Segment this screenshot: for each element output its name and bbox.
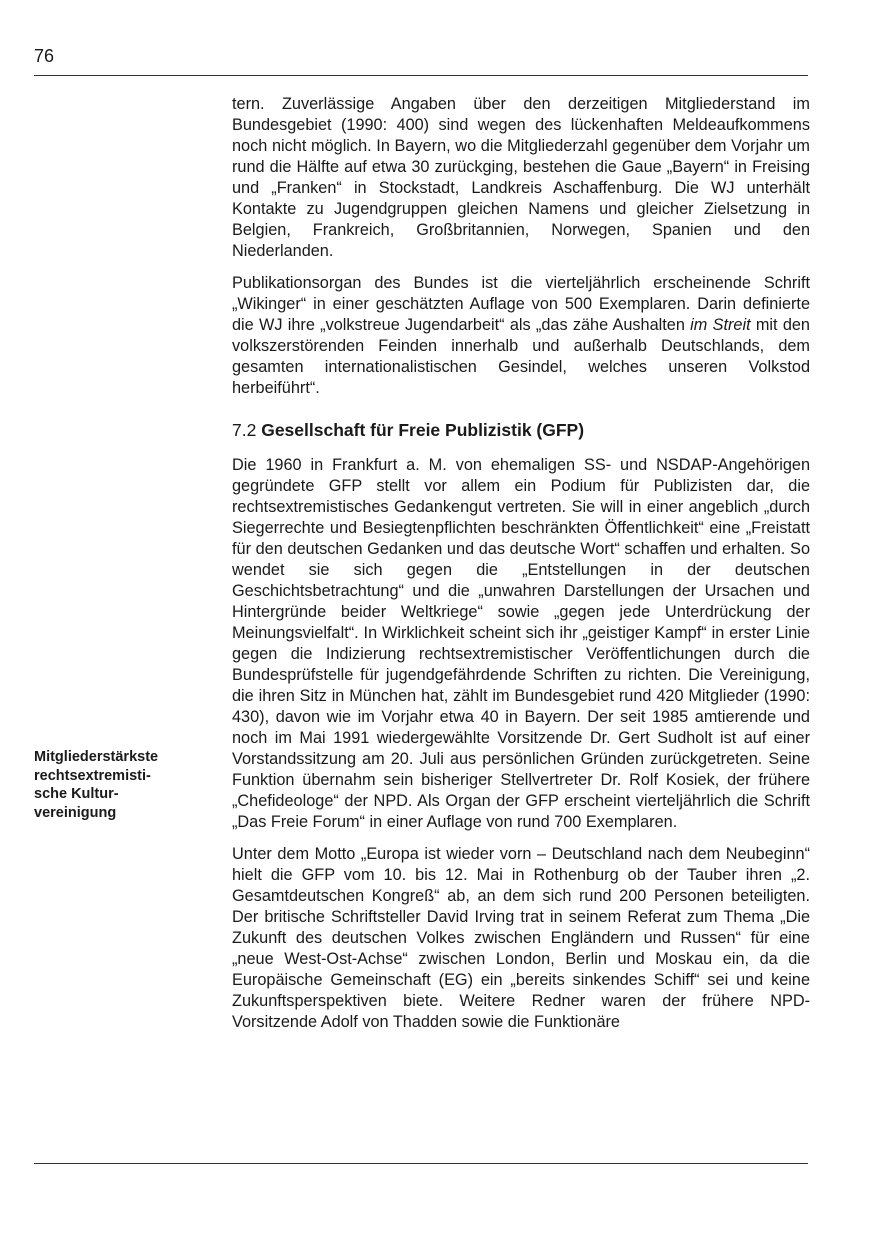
body-paragraph: Unter dem Motto „Europa ist wieder vorn – Deutschland nach dem Neubeginn“ hielt die GFP vom 10. bis 12. Mai in Rothenburg ob der Tauber ihren „2. Gesamtdeutschen Kongreß“ ab, an dem sich rund 200 Personen beteiligten. Der britische Schriftsteller David Irving trat in seinem Referat zum Thema „Die Zukunft des deutschen Volkes zwischen Engländern und Russen“ für eine „neue West-Ost-Achse“ zwischen London, Berlin und Moskau ein, da die Europäische Gemeinschaft (EG) ein „bereits sinkendes Schiff“ sei und keine Zukunftsperspektiven biete. Weitere Redner waren der frühere NPD-Vorsitzende Adolf von Thadden sowie die Funktionäre [232,845,810,1031]
section-title: Gesellschaft für Freie Publizistik (GFP) [261,420,585,440]
body-paragraph: tern. Zuverlässige Angaben über den derzeitigen Mitgliederstand im Bundesgebiet (1990: 400) sind wegen des lückenhaften Meldeaufkommens noch nicht möglich. In Bayern, wo die Mitgliederzahl gegenüber dem Vorjahr um rund die Hälfte auf etwa 30 zurückging, bestehen die Gaue „Bayern“ in Freising und „Franken“ in Stockstadt, Landkreis Aschaffenburg. Die WJ unterhält Kontakte zu Jugendgruppen gleichen Namens und gleicher Zielsetzung in Belgien, Frankreich, Großbritannien, Norwegen, Spanien und den Niederlanden. [232,95,810,260]
margin-note-line: vereinigung [34,804,117,821]
page-number: 76 [34,46,55,66]
paragraph-text: mit den volkszerstörenden Feinden innerhalb und außerhalb Deutschlands, dem gesamten internationalistischen Gesindel, welches unseren Volkstod herbeiführt“. [232,316,810,397]
main-text-column [232,94,810,1044]
section-number: 7.2 [232,420,257,440]
body-paragraph: Die 1960 in Frankfurt a. M. von ehemaligen SS- und NSDAP-Angehörigen gegründete GFP stellt vor allem ein Podium für Publizisten dar, die rechtsextremistisches Gedankengut vertreten. Sie will in einer angeblich „durch Siegerrechte und Besiegtenpflichten beschränkten Öffentlichkeit“ eine „Freistatt für den deutschen Gedanken und das deutsche Wort“ schaffen und erhalten. So wendet sie sich gegen die „Entstellungen in der deutschen Geschichtsbetrachtung“ und die „unwahren Darstellungen der Ursachen und Hintergründe beider Weltkriege“ sowie „gegen jede Unterdrückung der Meinungsvielfalt“. In Wirklichkeit scheint sich ihr „geistiger Kampf“ in erster Linie gegen die Indizierung rechtsextremistischer Veröffentlichungen durch die Bundesprüfstelle für jugendgefährdende Schriften zu richten. Die Vereinigung, die ihren Sitz in München hat, zählt im Bundesgebiet rund 420 Mitglieder (1990: 430), davon wie im Vorjahr etwa 40 in Bayern. Der seit 1985 amtierende und noch im Mai 1991 wiedergewählte Vorsitzende Dr. Gert Sudholt ist auf einer Vorstandssitzung am 20. Juli aus persönlichen Gründen zurückgetreten. Seine Funktion übernahm sein bisheriger Stellvertreter Dr. Rolf Kosiek, der frühere „Chefideologe“ der NPD. Als Organ der GFP erscheint vierteljährlich die Schrift „Das Freie Forum“ in einer Auflage von rund 700 Exemplaren. [232,456,810,831]
body-paragraph [232,273,810,399]
section-heading [232,419,810,441]
margin-note-line: Mitgliederstärkste [34,749,159,765]
margin-note-line: sche Kultur- [34,786,119,802]
margin-note [34,748,184,822]
footer-rule [34,1163,808,1164]
margin-note-line: rechtsextremisti- [34,767,151,784]
italic-phrase: im Streit [690,316,751,334]
header-rule [34,75,808,76]
paragraph-text: Publikationsorgan des Bundes ist die vierteljährlich erscheinende Schrift „Wikinger“ in einer geschätzten Auflage von 500 Exemplaren. Darin definierte die WJ ihre „volkstreue Jugendarbeit“ als „das zähe Aushalten [232,274,810,334]
